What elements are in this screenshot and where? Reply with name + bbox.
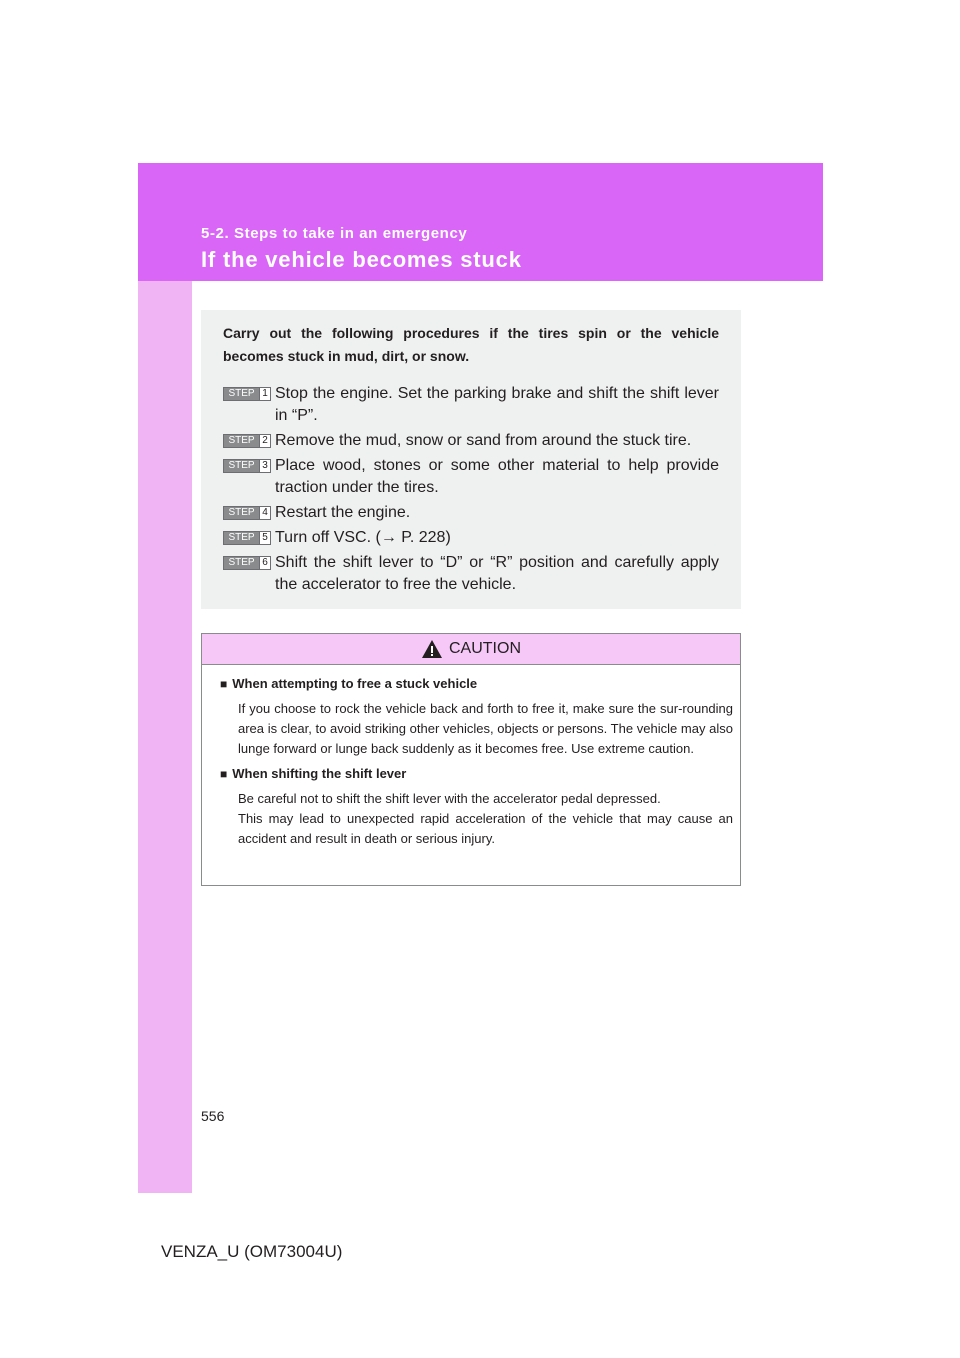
step-item xyxy=(223,502,719,524)
caution-item-text: Be careful not to shift the shift lever with the accelerator pedal depressed. xyxy=(238,791,661,806)
caution-item-heading: ■ When attempting to free a stuck vehicle xyxy=(220,676,478,691)
step-item xyxy=(223,383,719,427)
intro-line-1: Carry out the following procedures if the tires spin or the vehicle xyxy=(223,325,719,341)
footer-code: VENZA_U (OM73004U) xyxy=(161,1242,343,1261)
step-text: Restart the engine. xyxy=(275,504,411,521)
caution-box xyxy=(201,633,741,886)
caution-item-text: If you choose to rock the vehicle back and forth to free it, make sure the sur-rounding area is clear, to avoid striking other vehicles, objects or persons. The vehicle may also lunge forward or lunge back suddenly as it becomes free. Use extreme caution. xyxy=(238,701,733,756)
caution-body xyxy=(202,665,740,849)
step-item xyxy=(223,455,719,499)
square-bullet-icon: ■ xyxy=(220,767,228,781)
caution-header xyxy=(202,634,740,665)
page-number: 556 xyxy=(201,1108,225,1124)
step-badge: STEP 5 xyxy=(223,531,271,545)
step-text: Turn off VSC. (→ P. 228) xyxy=(275,529,451,546)
step-item xyxy=(223,430,719,452)
warning-triangle-icon xyxy=(421,639,443,659)
step-list xyxy=(223,383,719,596)
side-tab-bar xyxy=(138,163,192,1193)
section-label: 5-2. Steps to take in an emergency xyxy=(201,225,468,242)
step-badge: STEP 2 xyxy=(223,434,271,448)
procedure-intro xyxy=(223,322,719,368)
step-text: Remove the mud, snow or sand from around the stuck tire. xyxy=(275,432,692,449)
caution-item-text: This may lead to unexpected rapid acceleration of the vehicle that may cause an accident and result in death or serious injury. xyxy=(238,811,733,846)
step-badge: STEP 6 xyxy=(223,556,271,570)
step-badge: STEP 4 xyxy=(223,506,271,520)
procedure-box xyxy=(201,310,741,609)
step-text: Shift the shift lever to “D” or “R” position and carefully apply the accelerator to free the vehicle. xyxy=(275,554,719,593)
step-item xyxy=(223,527,719,549)
step-item xyxy=(223,552,719,596)
step-badge: STEP 3 xyxy=(223,459,271,473)
caution-label: CAUTION xyxy=(449,640,521,657)
caution-item-heading: ■ When shifting the shift lever xyxy=(220,766,407,781)
page-title: If the vehicle becomes stuck xyxy=(201,247,522,272)
square-bullet-icon: ■ xyxy=(220,677,228,691)
step-badge: STEP 1 xyxy=(223,387,271,401)
intro-line-2: becomes stuck in mud, dirt, or snow. xyxy=(223,348,470,364)
step-text: Stop the engine. Set the parking brake and shift the shift lever in “P”. xyxy=(275,385,719,424)
step-text: Place wood, stones or some other material to help provide traction under the tires. xyxy=(275,457,719,496)
